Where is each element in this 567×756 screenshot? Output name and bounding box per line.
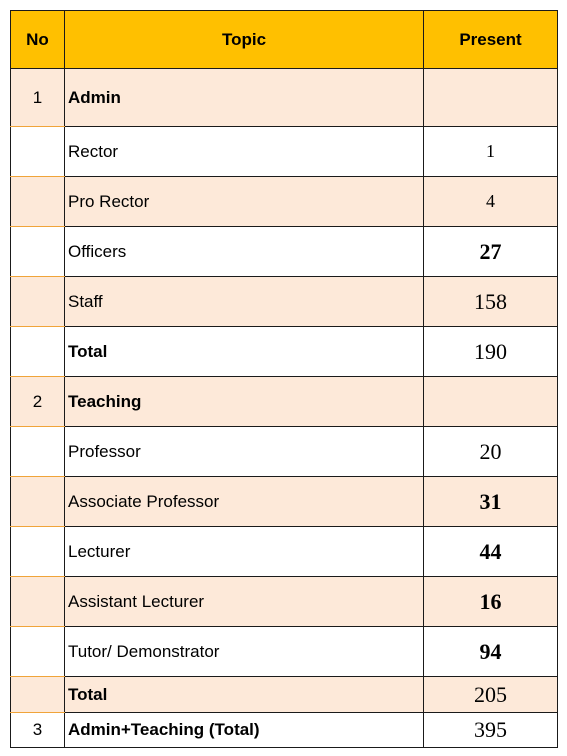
row-present: 158 xyxy=(424,277,558,327)
row-topic: Lecturer xyxy=(65,527,424,577)
table-row xyxy=(11,127,558,177)
row-no xyxy=(11,277,65,327)
row-present: 20 xyxy=(424,427,558,477)
row-no xyxy=(11,427,65,477)
row-topic: Staff xyxy=(65,277,424,327)
row-topic: Tutor/ Demonstrator xyxy=(65,627,424,677)
header-present: Present xyxy=(424,11,558,69)
table-row xyxy=(11,427,558,477)
row-topic: Pro Rector xyxy=(65,177,424,227)
row-topic: Admin+Teaching (Total) xyxy=(65,713,424,748)
row-no xyxy=(11,627,65,677)
row-no xyxy=(11,477,65,527)
row-no xyxy=(11,327,65,377)
row-no: 3 xyxy=(11,713,65,748)
table-row xyxy=(11,477,558,527)
row-present xyxy=(424,69,558,127)
row-topic: Officers xyxy=(65,227,424,277)
row-no xyxy=(11,577,65,627)
table-row-total xyxy=(11,677,558,713)
table-row xyxy=(11,627,558,677)
table-row-teaching xyxy=(11,377,558,427)
row-present: 395 xyxy=(424,713,558,748)
row-present: 31 xyxy=(424,477,558,527)
table-row-grand-total xyxy=(11,713,558,748)
table-row xyxy=(11,227,558,277)
row-present: 4 xyxy=(424,177,558,227)
row-present xyxy=(424,377,558,427)
table-row xyxy=(11,577,558,627)
table-row xyxy=(11,177,558,227)
row-no xyxy=(11,527,65,577)
row-no xyxy=(11,677,65,713)
row-topic: Professor xyxy=(65,427,424,477)
table-row xyxy=(11,527,558,577)
row-present: 190 xyxy=(424,327,558,377)
row-topic: Rector xyxy=(65,127,424,177)
row-no xyxy=(11,177,65,227)
row-topic: Assistant Lecturer xyxy=(65,577,424,627)
table-row-total xyxy=(11,327,558,377)
row-present: 94 xyxy=(424,627,558,677)
row-present: 205 xyxy=(424,677,558,713)
table-row xyxy=(11,277,558,327)
row-present: 27 xyxy=(424,227,558,277)
header-no: No xyxy=(11,11,65,69)
table-row-admin xyxy=(11,69,558,127)
row-no: 1 xyxy=(11,69,65,127)
header-row xyxy=(11,11,558,69)
row-topic: Associate Professor xyxy=(65,477,424,527)
row-present: 44 xyxy=(424,527,558,577)
row-no xyxy=(11,127,65,177)
row-no xyxy=(11,227,65,277)
row-topic: Total xyxy=(65,677,424,713)
row-topic: Total xyxy=(65,327,424,377)
staff-table xyxy=(10,10,558,748)
row-present: 1 xyxy=(424,127,558,177)
row-topic: Teaching xyxy=(65,377,424,427)
header-topic: Topic xyxy=(65,11,424,69)
row-present: 16 xyxy=(424,577,558,627)
row-topic: Admin xyxy=(65,69,424,127)
row-no: 2 xyxy=(11,377,65,427)
